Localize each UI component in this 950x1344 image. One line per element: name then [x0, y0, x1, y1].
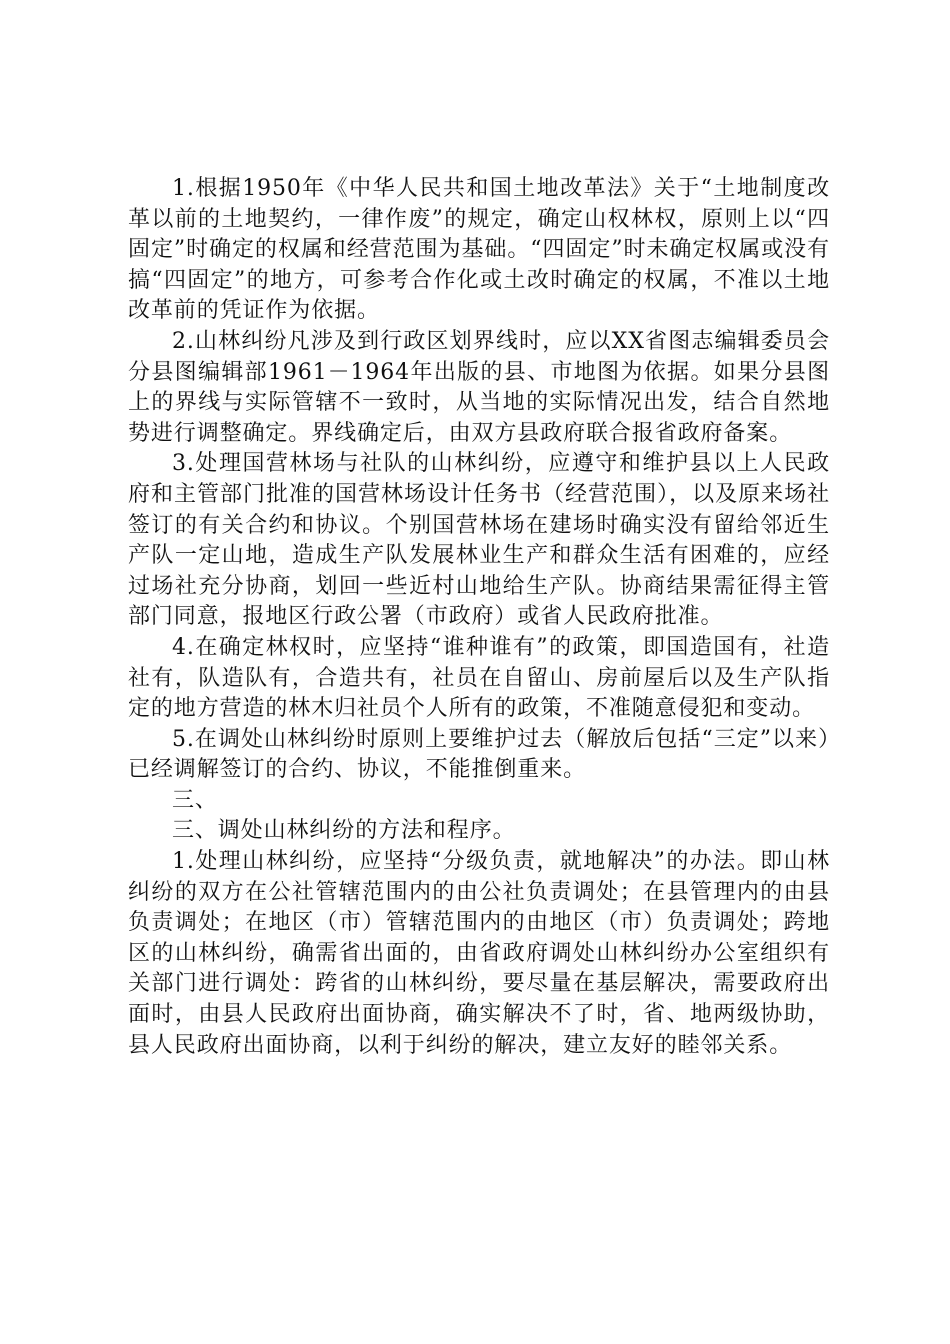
paragraph-4: 4.在确定林权时，应坚持“谁种谁有”的政策，即国造国有，社造社有，队造队有，合造共有，社员在自留山、房前屋后以及生产队指定的地方营造的林木归社员个人所有的政策，不准随意侵犯和变动。: [128, 634, 830, 722]
document-body: [128, 174, 830, 1061]
paragraph-3: 3.处理国营林场与社队的山林纠纷，应遵守和维护县以上人民政府和主管部门批准的国营林场设计任务书（经营范围），以及原来场社签订的有关合约和协议。个别国营林场在建场时确实没有留给邻近生产队一定山地，造成生产队发展林业生产和群众生活有困难的，应经过场社充分协商，划回一些近村山地给生产队。协商结果需征得主管部门同意，报地区行政公署（市政府）或省人民政府批准。: [128, 451, 830, 630]
paragraph-6: 1.处理山林纠纷，应坚持“分级负责，就地解决”的办法。即山林纠纷的双方在公社管辖范围内的由公社负责调处；在县管理内的由县负责调处；在地区（市）管辖范围内的由地区（市）负责调处；跨地区的山林纠纷，确需省出面的，由省政府调处山林纠纷办公室组织有关部门进行调处：跨省的山林纠纷，要尽量在基层解决，需要政府出面时，由县人民政府出面协商，确实解决不了时，省、地两级协助，县人民政府出面协商，以利于纠纷的解决，建立友好的睦邻关系。: [128, 849, 830, 1058]
section-heading-fragment: 三、: [172, 787, 218, 813]
paragraph-5: 5.在调处山林纠纷时原则上要维护过去（解放后包括“三定”以来）已经调解签订的合约、协议，不能推倒重来。: [128, 726, 830, 783]
paragraph-1: 1.根据1950年《中华人民共和国土地改革法》关于“土地制度改革以前的土地契约，一律作废”的规定，确定山权林权，原则上以“四固定”时确定的权属和经营范围为基础。“四固定”时未确定权属或没有搞“四固定”的地方，可参考合作化或土改时确定的权属，不准以土地改革前的凭证作为依据。: [128, 176, 830, 324]
section-heading: 三、调处山林纠纷的方法和程序。: [172, 818, 516, 844]
paragraph-2: 2.山林纠纷凡涉及到行政区划界线时，应以XX省图志编辑委员会分县图编辑部1961－1964年出版的县、市地图为依据。如果分县图上的界线与实际管辖不一致时，从当地的实际情况出发，结合自然地势进行调整确定。界线确定后，由双方县政府联合报省政府备案。: [128, 328, 830, 446]
